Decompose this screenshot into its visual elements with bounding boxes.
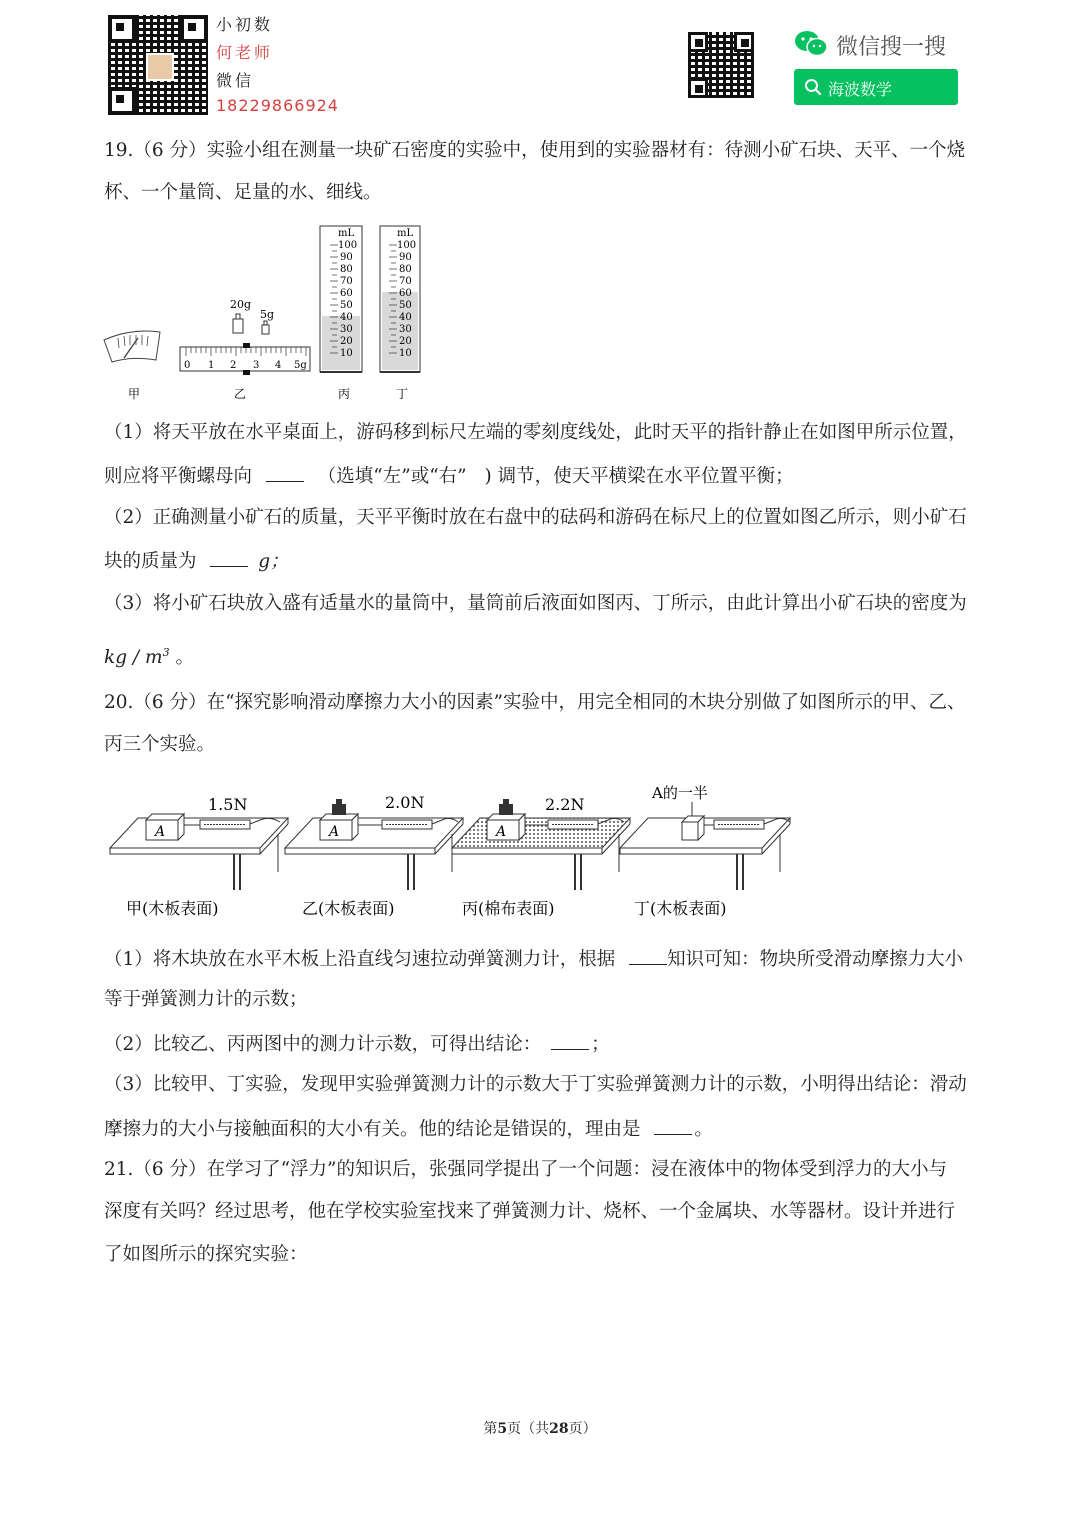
block-a-yi-label: A bbox=[329, 824, 340, 840]
svg-text:50: 50 bbox=[340, 300, 353, 311]
label-jia: 甲 bbox=[128, 387, 141, 401]
weight-5g bbox=[262, 321, 269, 334]
block-half-a-ding bbox=[682, 802, 704, 840]
q19-line-2: 杯、一个量筒、足量的水、细线。 bbox=[104, 182, 382, 203]
page-total: 28 bbox=[549, 1421, 569, 1437]
svg-text:60: 60 bbox=[399, 288, 412, 299]
svg-text:70: 70 bbox=[340, 276, 353, 287]
search-icon bbox=[804, 78, 822, 96]
q21-line-2: 深度有关吗？经过思考，他在学校实验室找来了弹簧测力计、烧杯、一个金属块、水等器材。设计并进行 bbox=[104, 1201, 956, 1222]
q19-line-1: 19.（6 分）实验小组在测量一块矿石密度的实验中，使用到的实验器材有：待测小矿石块、天平、一个烧 bbox=[104, 140, 966, 161]
caption-ding: 丁(木板表面) bbox=[634, 899, 727, 918]
half-a-label: A的一半 bbox=[652, 784, 708, 802]
q19-part1-line-1: （1）将天平放在水平桌面上，游码移到标尺左端的零刻度线处，此时天平的指针静止在如图甲所示位置， bbox=[104, 422, 967, 443]
svg-text:30: 30 bbox=[399, 324, 412, 335]
force-bing: 2.2N bbox=[545, 795, 585, 814]
handwriting-line-2: 何老师 bbox=[216, 43, 274, 62]
svg-text:20: 20 bbox=[399, 336, 412, 347]
search-term: 海波数学 bbox=[828, 80, 893, 99]
q19-part1-line-2: 则应将平衡螺母向 （选填“左”或“右” ) 调节，使天平横梁在水平位置平衡； bbox=[104, 463, 794, 489]
label-yi: 乙 bbox=[234, 387, 247, 401]
svg-text:10: 10 bbox=[399, 348, 412, 359]
q19-part2-answer-blank[interactable] bbox=[210, 548, 248, 567]
caption-bing: 丙(棉布表面) bbox=[462, 899, 555, 918]
q19-part2-line-1: （2）正确测量小矿石的质量，天平平衡时放在右盘中的砝码和游码在标尺上的位置如图乙所示，则小矿石 bbox=[104, 507, 967, 528]
avatar bbox=[146, 53, 174, 81]
svg-text:80: 80 bbox=[399, 264, 412, 275]
q20-part3-answer-blank[interactable] bbox=[654, 1116, 692, 1135]
ruler-tick-1: 1 bbox=[208, 360, 215, 371]
q20-line-1: 20.（6 分）在“探究影响滑动摩擦力大小的因素”实验中，用完全相同的木块分别做了如图所示的甲、乙、 bbox=[104, 692, 966, 713]
q21-line-1: 21.（6 分）在学习了“浮力”的知识后，张强同学提出了一个问题：浸在液体中的物体受到浮力的大小与 bbox=[104, 1159, 947, 1180]
ruler-tick-5: 5g bbox=[294, 360, 307, 371]
force-jia: 1.5N bbox=[208, 795, 248, 814]
q20-part1-answer-blank[interactable] bbox=[629, 946, 667, 965]
search-box[interactable] bbox=[794, 69, 958, 105]
svg-text:90: 90 bbox=[399, 252, 412, 263]
weight-20g-label: 20g bbox=[230, 298, 252, 311]
q19-part1-answer-blank[interactable] bbox=[266, 463, 304, 482]
qr-code-right bbox=[688, 32, 754, 98]
svg-text:30: 30 bbox=[340, 324, 353, 335]
q20-part2: （2）比较乙、丙两图中的测力计示数，可得出结论： ； bbox=[104, 1031, 610, 1057]
svg-text:10: 10 bbox=[340, 348, 353, 359]
ruler-tick-4: 4 bbox=[275, 360, 282, 371]
svg-text:80: 80 bbox=[340, 264, 353, 275]
svg-text:70: 70 bbox=[399, 276, 412, 287]
q19-part3-line-1: （3）将小矿石块放入盛有适量水的量筒中，量筒前后液面如图丙、丁所示，由此计算出小矿石块的密度为 bbox=[104, 593, 967, 614]
page-footer: 第5页（共28页） bbox=[483, 1421, 597, 1437]
caption-yi: 乙(木板表面) bbox=[302, 899, 395, 918]
q20-line-2: 丙三个实验。 bbox=[104, 734, 216, 755]
balance-pointer-scale bbox=[104, 331, 160, 362]
svg-text:40: 40 bbox=[340, 312, 353, 323]
header bbox=[0, 0, 1080, 120]
handwriting-line-1: 小初数 bbox=[216, 15, 274, 34]
svg-text:60: 60 bbox=[340, 288, 353, 299]
q20-part1-line-1: （1）将木块放在水平木板上沿直线匀速拉动弹簧测力计，根据 知识可知：物块所受滑动摩擦力大小 bbox=[104, 946, 963, 972]
ruler-tick-0: 0 bbox=[184, 360, 191, 371]
handwriting-phone: 18229866924 bbox=[216, 96, 339, 115]
wechat-search-label: 微信搜一搜 bbox=[836, 35, 947, 60]
handwriting-line-3: 微信 bbox=[216, 71, 255, 90]
weight-20g bbox=[233, 314, 243, 333]
svg-text:100: 100 bbox=[397, 240, 417, 251]
ruler-tick-3: 3 bbox=[253, 360, 260, 371]
table-yi bbox=[285, 818, 463, 890]
q20-part3-line-2: 摩擦力的大小与接触面积的大小有关。他的结论是错误的，理由是 。 bbox=[104, 1116, 713, 1142]
label-bing: 丙 bbox=[338, 387, 351, 401]
force-yi: 2.0N bbox=[385, 793, 425, 812]
block-a-jia-label: A bbox=[155, 824, 166, 840]
slide-ruler bbox=[180, 343, 310, 375]
svg-text:50: 50 bbox=[399, 300, 412, 311]
qr-code-left bbox=[108, 15, 208, 115]
q19-figure bbox=[100, 220, 430, 405]
q20-figure bbox=[100, 780, 800, 925]
wechat-icon bbox=[794, 30, 828, 58]
ruler-tick-2: 2 bbox=[230, 360, 237, 371]
svg-text:40: 40 bbox=[399, 312, 412, 323]
page-number: 5 bbox=[497, 1421, 508, 1437]
q20-part3-line-1: （3）比较甲、丁实验，发现甲实验弹簧测力计的示数大于丁实验弹簧测力计的示数，小明得出结论：滑动 bbox=[104, 1074, 967, 1095]
cylinder-ding-unit: mL bbox=[397, 228, 414, 239]
q20-part1-line-2: 等于弹簧测力计的示数； bbox=[104, 989, 308, 1010]
block-a-bing-label: A bbox=[496, 824, 507, 840]
table-bing bbox=[452, 818, 630, 890]
weight-5g-label: 5g bbox=[260, 308, 275, 321]
svg-text:100: 100 bbox=[338, 240, 358, 251]
svg-text:90: 90 bbox=[340, 252, 353, 263]
q19-part3-line-2: kg / $m^3$ 。 bbox=[104, 646, 194, 669]
caption-jia: 甲(木板表面) bbox=[126, 899, 219, 918]
q19-part2-line-2: 块的质量为 g； bbox=[104, 548, 289, 574]
svg-text:20: 20 bbox=[340, 336, 353, 347]
q20-part2-answer-blank[interactable] bbox=[551, 1031, 589, 1050]
cylinder-bing-unit: mL bbox=[338, 228, 355, 239]
table-jia bbox=[110, 818, 288, 890]
label-ding: 丁 bbox=[396, 387, 409, 401]
q21-line-3: 了如图所示的探究实验： bbox=[104, 1244, 308, 1265]
